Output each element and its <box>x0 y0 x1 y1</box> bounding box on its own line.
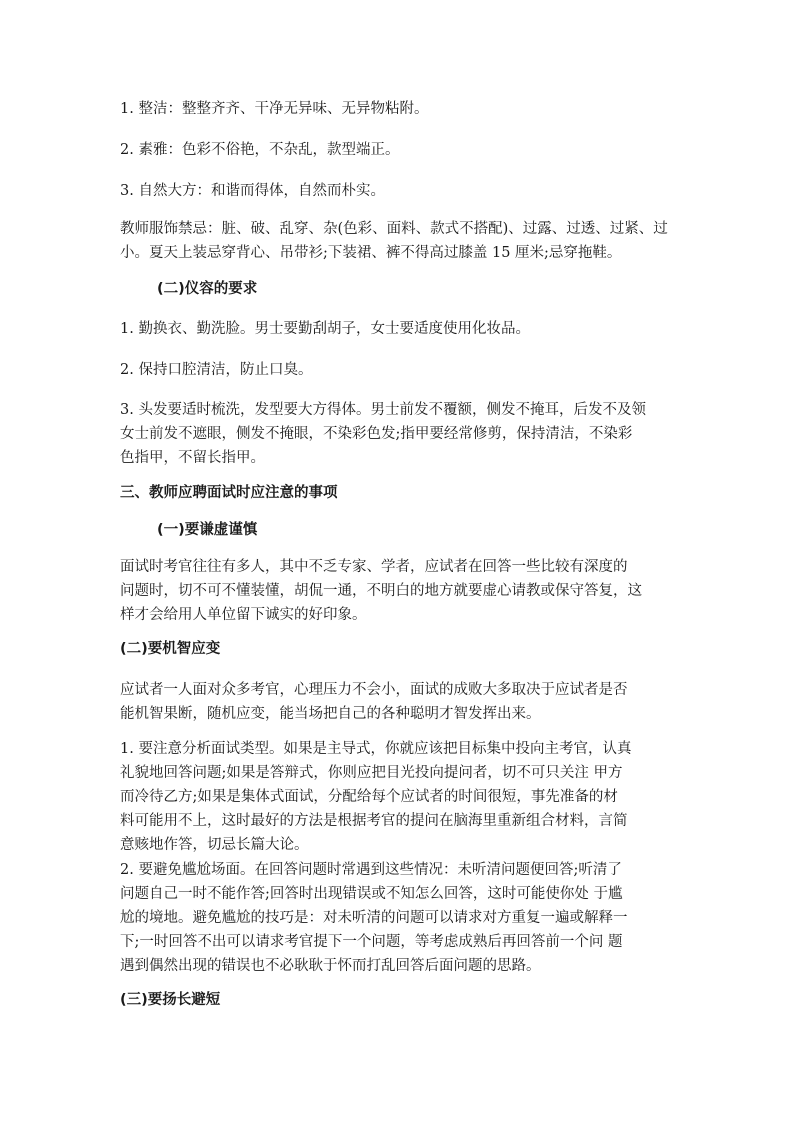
text-line: 料可能用不上，这时最好的方法是根据考官的提问在脑海里重新组合材料，言简 <box>120 813 628 829</box>
text-line: 遇到偶然出现的错误也不必耿耿于怀而打乱回答后面问题的思路。 <box>120 958 541 974</box>
paragraph-interview-types <box>120 737 690 857</box>
paragraph-avoid-embarrassment <box>120 858 690 978</box>
text-line: 问题时，切不可不懂装懂，胡侃一通，不明白的地方就要虚心请教或保守答复，这 <box>120 583 642 599</box>
heading-text: 三、教师应聘面试时应注意的事项 <box>120 485 338 501</box>
paragraph-hair <box>120 398 690 470</box>
paragraph-modest <box>120 555 690 627</box>
paragraph-hygiene <box>120 317 690 341</box>
text-line: 女士前发不遮眼，侧发不掩眼，不染彩色发;指甲要经常修剪，保持清洁，不染彩 <box>120 426 633 442</box>
text-line: 1. 整洁：整整齐齐、干净无异味、无异物粘附。 <box>120 101 429 117</box>
text-line: 礼貌地回答问题;如果是答辩式，你则应把目光投向提问者，切不可只关注 甲方 <box>120 765 623 781</box>
heading-text: (二)要机智应变 <box>120 641 221 657</box>
text-line: 3. 自然大方：和谐而得体，自然而朴实。 <box>120 183 385 199</box>
text-line: 能机智果断，随机应变，能当场把自己的各种聪明才智发挥出来。 <box>120 706 541 722</box>
section-heading-appearance <box>157 277 727 301</box>
text-line: 教师服饰禁忌：脏、破、乱穿、杂(色彩、面料、款式不搭配)、过露、过透、过紧、过 <box>120 221 668 237</box>
text-line: 色指甲，不留长指甲。 <box>120 450 265 466</box>
text-line: 2. 素雅：色彩不俗艳，不杂乱，款型端正。 <box>120 142 400 158</box>
text-line: 面试时考官往往有多人，其中不乏专家、学者，应试者在回答一些比较有深度的 <box>120 559 628 575</box>
paragraph-dress-taboos <box>120 217 690 265</box>
text-line: 样才会给用人单位留下诚实的好印象。 <box>120 607 367 623</box>
text-line: 问题自己一时不能作答;回答时出现错误或不知怎么回答，这时可能使你处 于尴 <box>120 886 623 902</box>
text-line: 1. 要注意分析面试类型。如果是主导式，你就应该把目标集中投向主考官，认真 <box>120 741 632 757</box>
paragraph-adaptable <box>120 678 690 726</box>
text-line: 意赅地作答，切忌长篇大论。 <box>120 837 309 853</box>
paragraph-elegance <box>120 138 690 162</box>
text-line: 3. 头发要适时梳洗，发型要大方得体。男士前发不覆额，侧发不掩耳，后发不及领 <box>120 402 646 418</box>
paragraph-neatness <box>120 97 690 121</box>
text-line: 2. 要避免尴尬场面。在回答问题时常遇到这些情况：未听清问题便回答;听清了 <box>120 862 622 878</box>
heading-text: (二)仪容的要求 <box>157 281 258 297</box>
text-line: 1. 勤换衣、勤洗脸。男士要勤刮胡子，女士要适度使用化妆品。 <box>120 321 530 337</box>
text-line: 而冷待乙方;如果是集体式面试，分配给每个应试者的时间很短，事先准备的材 <box>120 789 618 805</box>
section-heading-interview <box>120 481 690 505</box>
paragraph-natural <box>120 179 690 203</box>
text-line: 下;一时回答不出可以请求考官提下一个问题，等考虑成熟后再回答前一个问 题 <box>120 934 623 950</box>
subheading-modest <box>157 518 727 542</box>
subheading-adaptable <box>120 637 690 661</box>
text-line: 小。夏天上装忌穿背心、吊带衫;下装裙、裤不得高过膝盖 15 厘米;忌穿拖鞋。 <box>120 245 622 261</box>
text-line: 应试者一人面对众多考官，心理压力不会小，面试的成败大多取决于应试者是否 <box>120 682 628 698</box>
paragraph-oral <box>120 358 690 382</box>
text-line: 尬的境地。避免尴尬的技巧是：对未听清的问题可以请求对方重复一遍或解释一 <box>120 910 628 926</box>
text-line: 2. 保持口腔清洁，防止口臭。 <box>120 362 313 378</box>
heading-text: (三)要扬长避短 <box>120 992 221 1008</box>
subheading-strengths <box>120 988 690 1012</box>
heading-text: (一)要谦虚谨慎 <box>157 522 258 538</box>
